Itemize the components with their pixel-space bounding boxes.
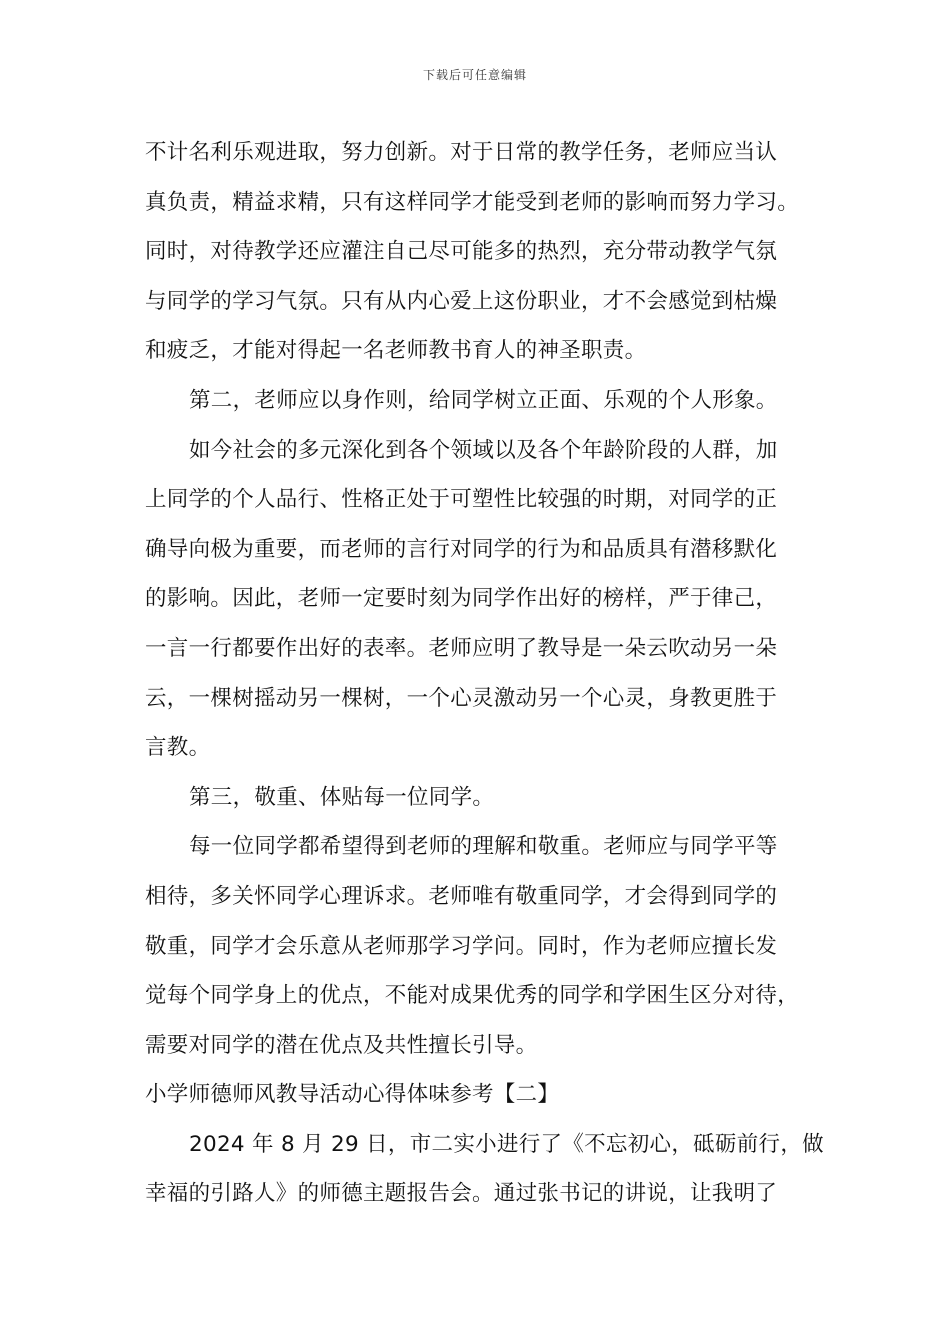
section-heading: 第三，敬重、体贴每一位同学。 (189, 784, 495, 810)
text-line: 的影响。因此，老师一定要时刻为同学作出好的榜样，严于律己， (145, 586, 778, 612)
page-header: 下载后可任意编辑 (422, 68, 527, 82)
text-line: 2024 年 8 月 29 日，市二实小进行了《不忘初心，砥砺前行，做 (189, 1131, 824, 1157)
text-line: 需要对同学的潜在优点及共性擅长引导。 (145, 1032, 538, 1058)
text-line: 敬重，同学才会乐意从老师那学习学问。同时，作为老师应擅长发 (145, 933, 778, 959)
text-line: 一言一行都要作出好的表率。老师应明了教导是一朵云吹动另一朵 (145, 635, 778, 661)
text-line: 与同学的学习气氛。只有从内心爱上这份职业，才不会感觉到枯燥 (145, 288, 778, 314)
article-title: 小学师德师风教导活动心得体味参考【二】 (145, 1082, 560, 1108)
text-line: 和疲乏，才能对得起一名老师教书育人的神圣职责。 (145, 338, 647, 364)
section-heading: 第二，老师应以身作则，给同学树立正面、乐观的个人形象。 (189, 387, 778, 413)
text-line: 同时，对待教学还应灌注自己尽可能多的热烈，充分带动教学气氛 (145, 239, 778, 265)
text-line: 言教。 (145, 735, 211, 761)
text-line: 上同学的个人品行、性格正处于可塑性比较强的时期，对同学的正 (145, 487, 778, 513)
text-line: 真负责，精益求精，只有这样同学才能受到老师的影响而努力学习。 (145, 189, 800, 215)
text-line: 觉每个同学身上的优点，不能对成果优秀的同学和学困生区分对待， (145, 983, 800, 1009)
text-line: 每一位同学都希望得到老师的理解和敬重。老师应与同学平等 (189, 834, 778, 860)
text-line: 不计名利乐观进取，努力创新。对于日常的教学任务，老师应当认 (145, 140, 778, 165)
text-line: 幸福的引路人》的师德主题报告会。通过张书记的讲说，让我明了 (145, 1181, 778, 1207)
text-line: 相待，多关怀同学心理诉求。老师唯有敬重同学，才会得到同学的 (145, 883, 778, 909)
text-line: 云，一棵树摇动另一棵树，一个心灵激动另一个心灵，身教更胜于 (145, 685, 778, 711)
text-line: 确导向极为重要，而老师的言行对同学的行为和品质具有潜移默化 (145, 536, 778, 562)
text-line: 如今社会的多元深化到各个领域以及各个年龄阶段的人群，加 (189, 437, 778, 463)
document-body (145, 128, 825, 1219)
